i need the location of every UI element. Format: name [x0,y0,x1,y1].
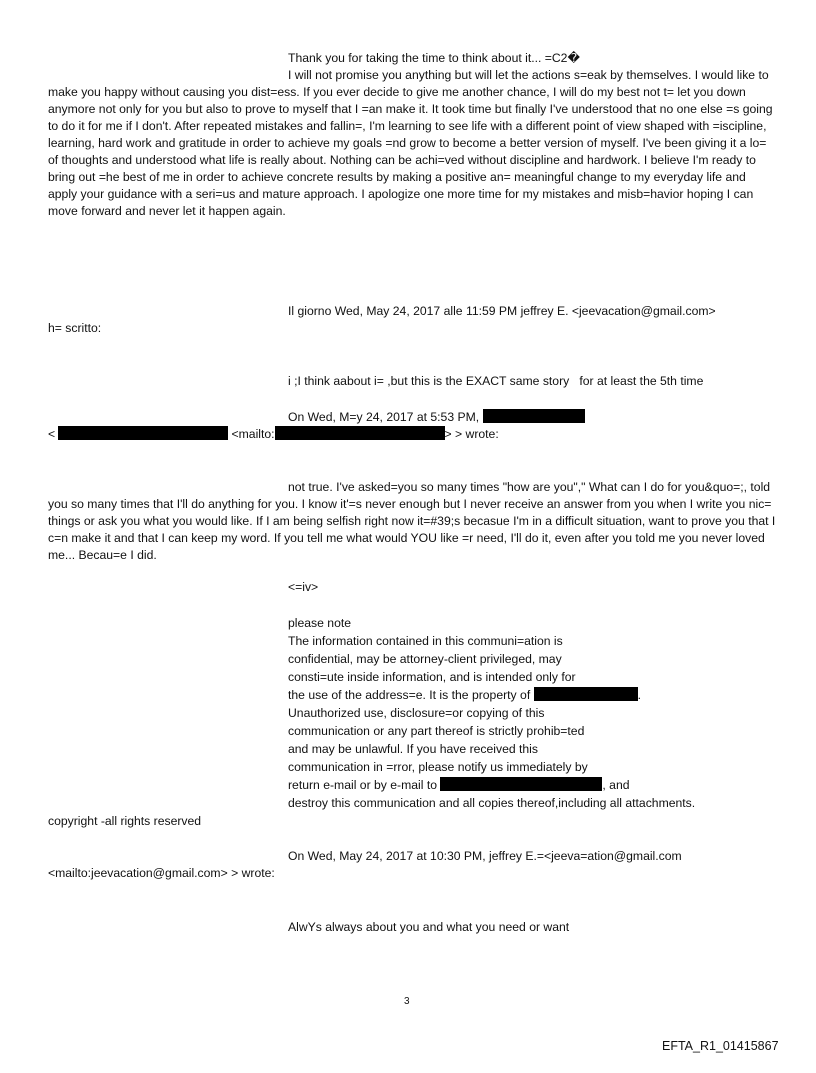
notice-text: . [637,688,641,702]
quote-header-1030pm-cont: <mailto:jeevacation@gmail.com> > wrote: [48,866,275,880]
notice-line: consti=ute inside information, and is intended only for [288,670,576,684]
redaction-block [483,409,585,423]
notice-text: the use of the address=e. It is the property of [288,688,531,702]
redaction-block [440,777,602,791]
notice-line: please note [288,616,352,630]
page-number: 3 [404,996,410,1007]
quote-header-1030pm: On Wed, May 24, 2017 at 10:30 PM, jeffrey E.=<jeeva=ation@gmail.com [288,849,682,863]
bates-number: EFTA_R1_01415867 [662,1039,779,1053]
reply-always-about-you: AlwYs always about you and what you need or want [288,920,570,934]
message-paragraph-apology: I will not promise you anything but will let the actions s=eak by themselves. I would like to make you happy without causing you dist=ess. If you ever decide to give me another chance, I will do my best not t= let you down anymore not only for you but also to prove to myself that I =an make it. It took time but finally I've understood that no one else =s going to do it for me if I don't. After repeated mistakes and fallin=, I'm learning to see life with a different point of view shaped with =iscipline, learning, hard work and gratitude in order to achieve my goals =nd grow to become a better version of myself. I've been giving it a lo= of thoughts and understood what life is really about. Nothing can be achi=ved without discipline and hardwork. I believe I'm ready to bring out =he best of me in order to achieve concrete results by making a positive an= meaningful change to my everyday life and apply your guidance with a seri=us and mature approach. I apologize one more time for my mistakes and misb=havior hoping I can move forward and never let it happen again. [48,68,773,218]
thank-you-line: Thank you for taking the time to think about it... =C2� [288,51,580,65]
notice-text: , and [602,778,630,792]
redaction-block [58,426,228,440]
redaction-block [275,426,445,440]
mailto-label: <mailto: [231,427,275,441]
notice-line: The information contained in this communi=ation is [288,634,563,648]
wrote-label: > > wrote: [444,427,499,441]
notice-line: and may be unlawful. If you have received this [288,742,538,756]
copyright-line: copyright -all rights reserved [48,814,202,828]
reply-exact-same-story: i ;I think aabout i= ,but this is the EXACT same story for at least the 5th time [288,374,704,388]
quote-header-italian: Il giorno Wed, May 24, 2017 alle 11:59 PM jeffrey E. <jeevacation@gmail.com> [288,304,716,318]
quote-header-italian-cont: h= scritto: [48,321,102,335]
angle-bracket: < [48,427,56,441]
notice-line [288,687,641,704]
redaction-block [534,687,638,701]
notice-line: destroy this communication and all copies thereof,including all attachments. [288,796,696,810]
notice-line: Unauthorized use, disclosure=or copying of this [288,706,545,720]
notice-text: return e-mail or by e-mail to [288,778,438,792]
notice-line: communication or any part thereof is strictly prohib=ted [288,724,585,738]
message-paragraph-not-true: not true. I've asked=you so many times "how are you"," What can I do for you&quo=;, told you so many times that I'll do anything for you. I know it'=s never enough but I never receive an answer from you when I write you nic= things or ask you what you would like. If I am being selfish right now it=#39;s becasue I'm in a difficult situation, want to prove you that I c=n make it and that I can keep my word. If you tell me what would YOU like =r need, I'll do it, even after you told me you never loved me... Becau=e I did. [48,480,776,562]
notice-line: communication in =rror, please notify us immediately by [288,760,588,774]
notice-line: confidential, may be attorney-client privileged, may [288,652,562,666]
notice-line [288,777,630,794]
quote-header-text: On Wed, M=y 24, 2017 at 5:53 PM, [288,410,480,424]
html-div-tag: <=iv> [288,580,319,594]
quote-header-may24-553pm [288,409,585,426]
quote-header-email-line [48,426,499,443]
